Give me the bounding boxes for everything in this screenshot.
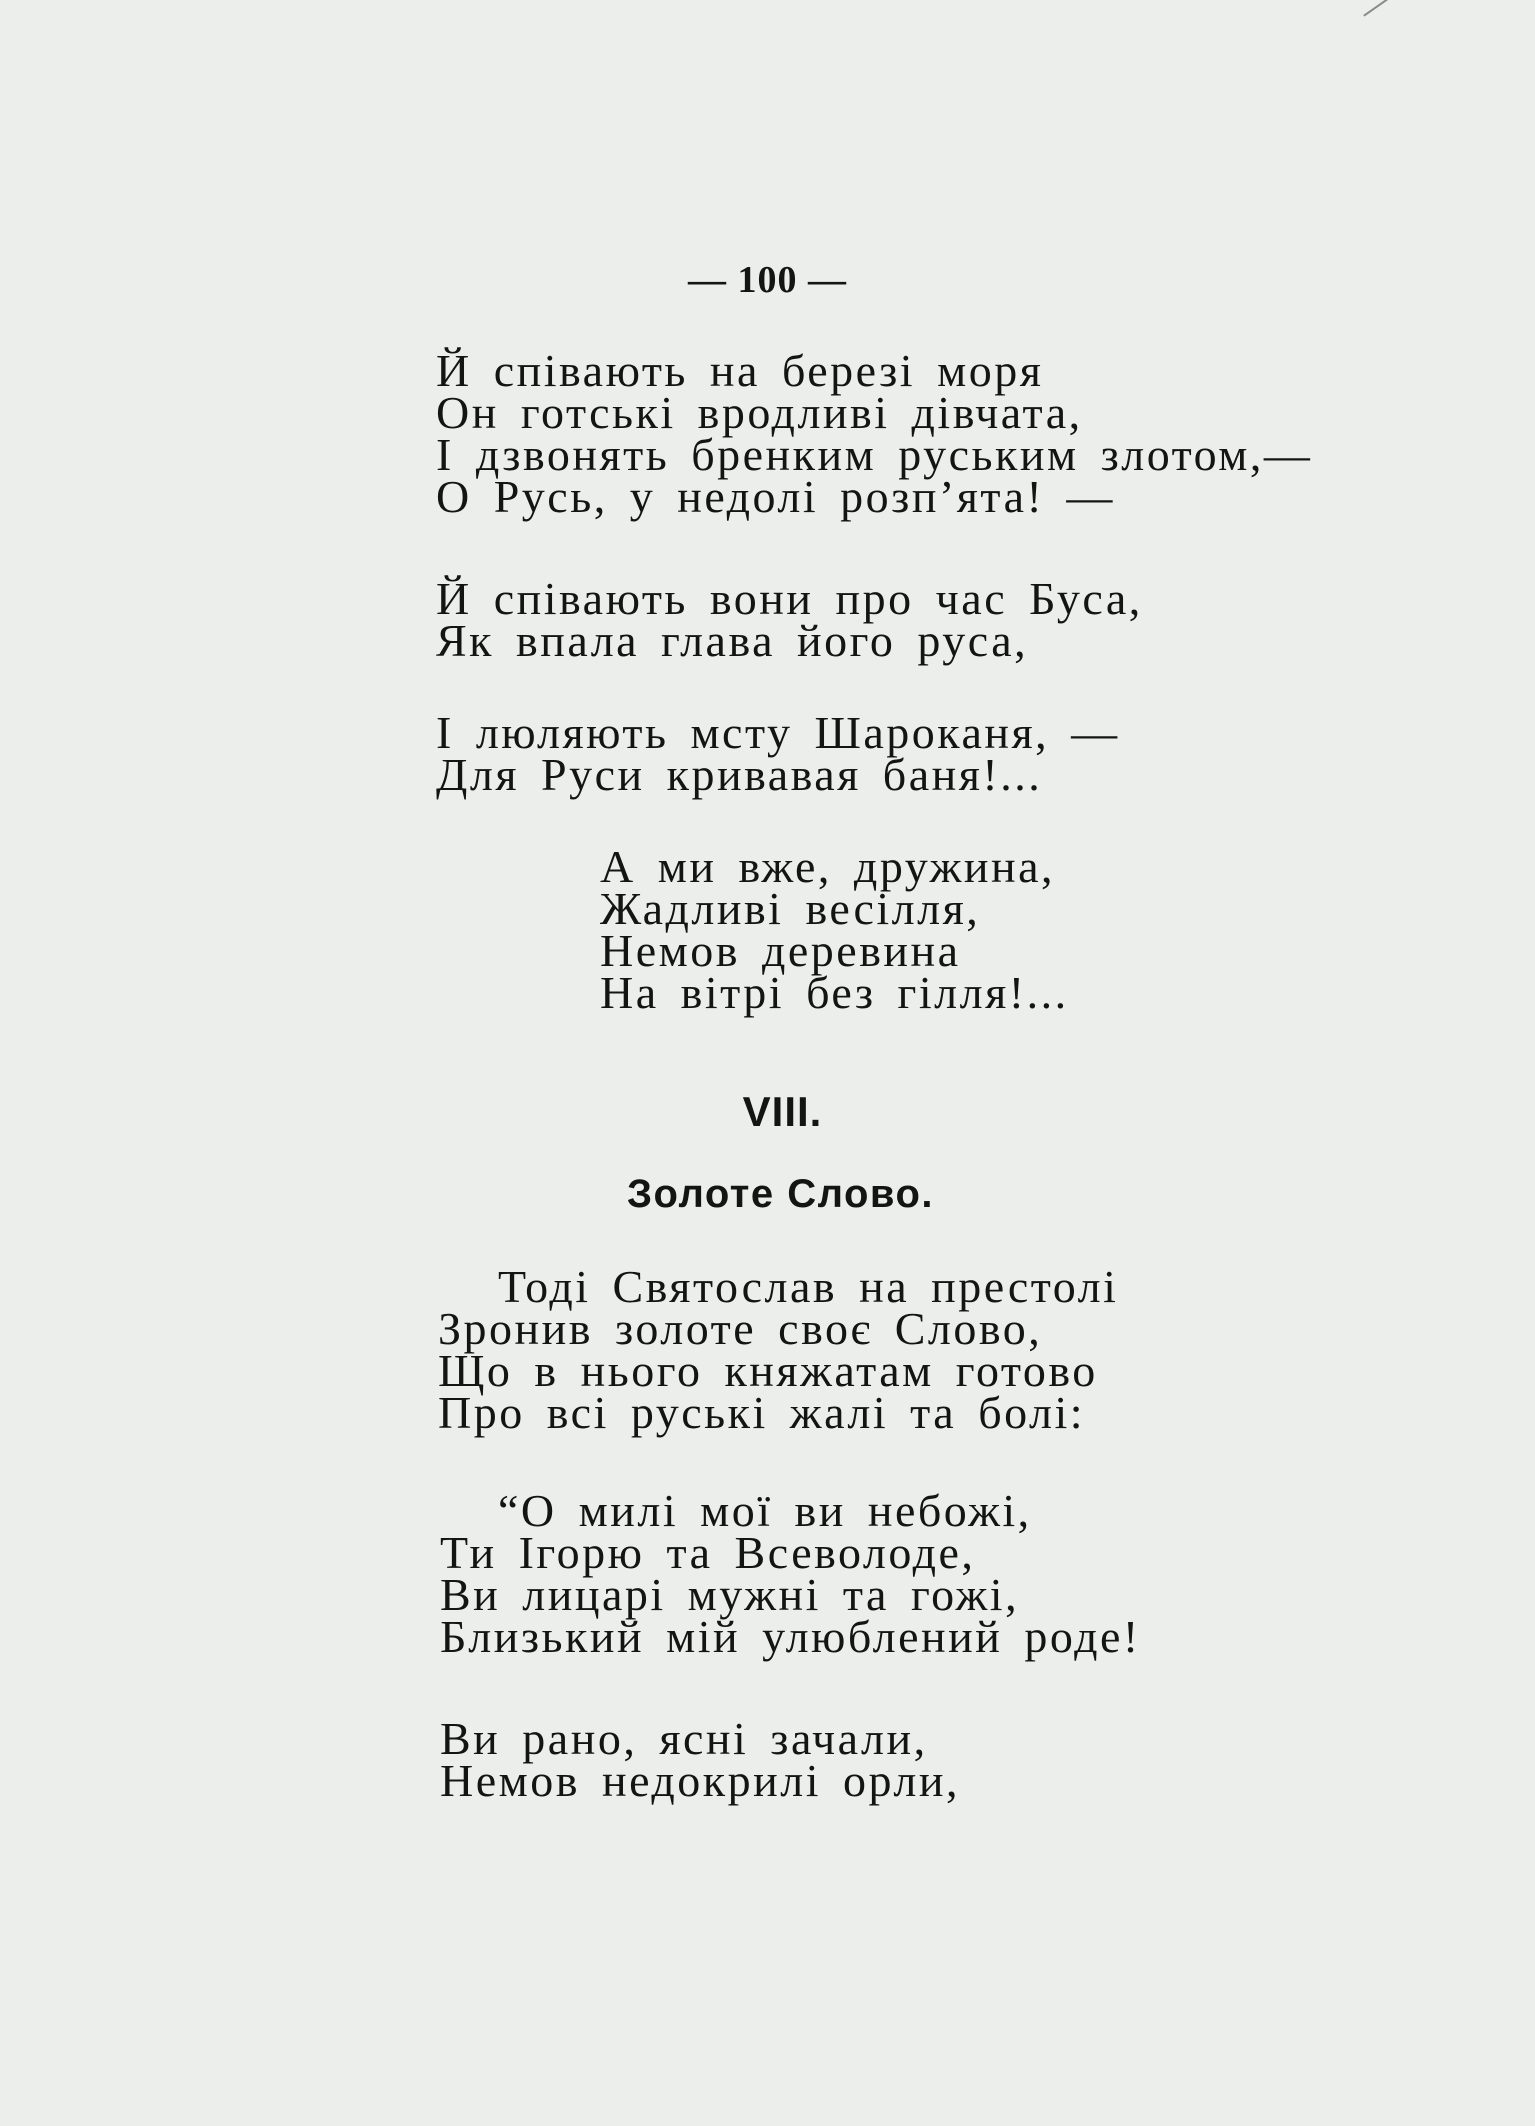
stanza	[436, 573, 1143, 666]
page-number: — 100 —	[688, 259, 847, 301]
verse-line: Й співають вони про час Буса,	[436, 573, 1143, 624]
verse-line: І люляють мсту Шароканя, —	[436, 707, 1120, 758]
stanza-indented	[600, 841, 1069, 1018]
verse-line: Жадливі весілля,	[600, 883, 981, 934]
verse-line: Близький мій улюблений роде!	[440, 1611, 1141, 1662]
verse-line: Ти Ігорю та Всеволоде,	[440, 1527, 976, 1578]
verse-line: Ви лицарі мужні та гожі,	[440, 1569, 1020, 1620]
verse-line: Як впала глава його руса,	[436, 615, 1029, 666]
verse-line: Зронив золоте своє Слово,	[438, 1303, 1043, 1354]
verse-line: Тоді Святослав на престолі	[498, 1261, 1119, 1312]
verse-line: Про всі руські жалі та болі:	[438, 1387, 1086, 1438]
verse-line: Для Руси кривавая баня!...	[436, 749, 1043, 800]
verse-line: А ми вже, дружина,	[600, 841, 1056, 892]
verse-line: “О милі мої ви небожі,	[498, 1485, 1032, 1536]
stanza	[438, 1261, 1119, 1438]
stanza	[440, 1485, 1141, 1662]
stanza	[436, 707, 1120, 800]
verse-line: І дзвонять бренким руським злотом,—	[436, 429, 1313, 480]
verse-line: Немов деревина	[600, 925, 961, 976]
stanza	[440, 1713, 960, 1806]
section-numeral: VIII.	[742, 1088, 823, 1135]
verse-line: Що в нього княжатам готово	[438, 1345, 1098, 1396]
verse-line: Й співають на березі моря	[436, 345, 1044, 396]
corner-pencil-mark	[1363, 0, 1402, 36]
verse-line: Ви рано, ясні зачали,	[440, 1713, 928, 1764]
verse-line: О Русь, у недолі розп’ята! —	[436, 471, 1115, 522]
verse-line: На вітрі без гілля!...	[600, 967, 1069, 1018]
verse-line: Немов недокрилі орли,	[440, 1755, 960, 1806]
section-title: Золоте Слово.	[626, 1172, 935, 1216]
verse-line: Он готські вродливі дівчата,	[436, 387, 1083, 438]
stanza	[436, 345, 1313, 522]
